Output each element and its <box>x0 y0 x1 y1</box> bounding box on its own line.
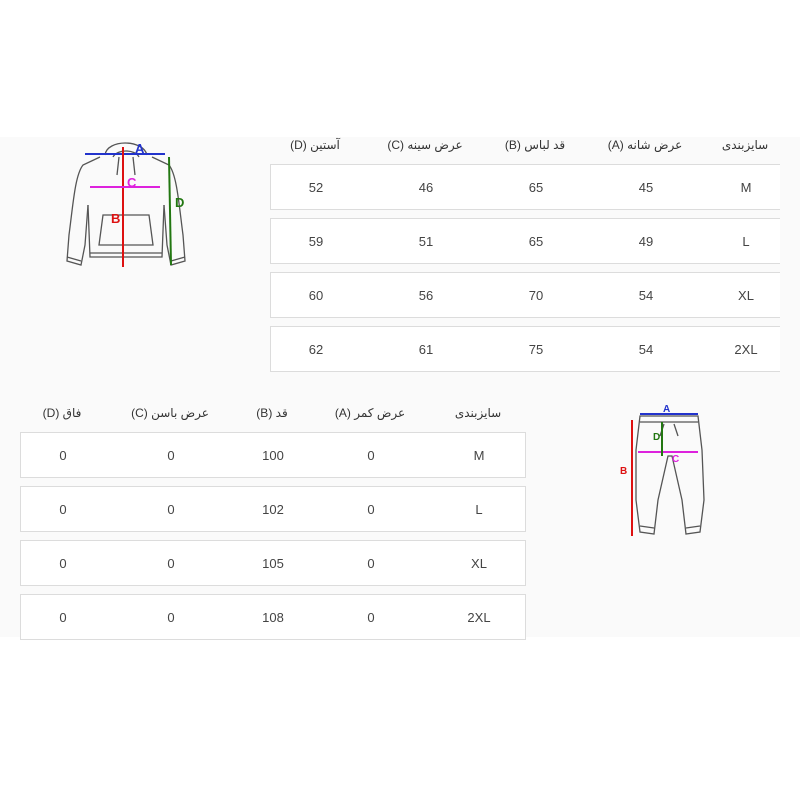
cell-size: XL <box>471 555 487 571</box>
table-row <box>270 326 780 372</box>
header-size: سایزبندی <box>721 138 769 152</box>
cell-garment-length: 75 <box>528 341 544 357</box>
cell-waist-width: 0 <box>367 555 375 571</box>
cell-rise: 0 <box>59 609 67 625</box>
header-size: سایزبندی <box>454 406 502 420</box>
cell-chest-width: 46 <box>418 179 434 195</box>
hoodie-drawing <box>55 135 195 275</box>
hoodie-label-b: B <box>111 211 121 226</box>
cell-length: 108 <box>262 609 284 625</box>
table-row <box>20 432 526 478</box>
pants-label-d: D <box>653 432 661 443</box>
pants-outline <box>636 416 704 534</box>
header-shoulder-width: عرض شانه (A) <box>607 138 683 152</box>
header-length: قد (B) <box>256 406 288 420</box>
pants-drawing <box>612 400 722 545</box>
cell-waist-width: 0 <box>367 447 375 463</box>
cell-sleeve: 62 <box>308 341 324 357</box>
cell-size: 2XL <box>467 609 491 625</box>
table-row <box>270 218 780 264</box>
cell-sleeve: 60 <box>308 287 324 303</box>
cell-size: 2XL <box>734 341 758 357</box>
table-row <box>20 486 526 532</box>
cell-garment-length: 65 <box>528 179 544 195</box>
hoodie-table-header <box>270 138 800 158</box>
cell-shoulder-width: 45 <box>638 179 654 195</box>
cell-rise: 0 <box>59 501 67 517</box>
cell-shoulder-width: 54 <box>638 287 654 303</box>
header-chest-width: عرض سینه (C) <box>387 138 463 152</box>
table-row <box>270 164 780 210</box>
cell-sleeve: 52 <box>308 179 324 195</box>
cell-size: L <box>475 501 483 517</box>
cell-size: M <box>473 447 485 463</box>
cell-waist-width: 0 <box>367 609 375 625</box>
hoodie-measure-lines <box>85 147 171 267</box>
cell-length: 102 <box>262 501 284 517</box>
cell-hip-width: 0 <box>167 501 175 517</box>
cell-shoulder-width: 54 <box>638 341 654 357</box>
cell-hip-width: 0 <box>167 447 175 463</box>
cell-size: M <box>740 179 752 195</box>
cell-size: L <box>742 233 750 249</box>
table-row <box>20 540 526 586</box>
pants-label-b: B <box>620 466 628 477</box>
cell-chest-width: 56 <box>418 287 434 303</box>
cell-size: XL <box>738 287 754 303</box>
pants-label-a: A <box>663 404 671 415</box>
cell-rise: 0 <box>59 447 67 463</box>
cell-waist-width: 0 <box>367 501 375 517</box>
table-row <box>270 272 780 318</box>
hoodie-outline <box>67 143 185 265</box>
cell-garment-length: 70 <box>528 287 544 303</box>
hoodie-label-a: A <box>135 141 145 156</box>
pants-size-table <box>20 406 530 646</box>
header-hip-width: عرض باسن (C) <box>131 406 209 420</box>
cell-sleeve: 59 <box>308 233 324 249</box>
header-garment-length: قد لباس (B) <box>504 138 566 152</box>
cell-garment-length: 65 <box>528 233 544 249</box>
hoodie-line-d <box>169 157 171 265</box>
pants-table-header <box>20 406 530 426</box>
header-waist-width: عرض کمر (A) <box>334 406 406 420</box>
cell-shoulder-width: 49 <box>638 233 654 249</box>
table-row <box>20 594 526 640</box>
cell-hip-width: 0 <box>167 609 175 625</box>
hoodie-figure <box>55 135 195 275</box>
header-sleeve: آستین (D) <box>290 138 340 152</box>
cell-rise: 0 <box>59 555 67 571</box>
header-rise: فاق (D) <box>42 406 82 420</box>
hoodie-label-c: C <box>127 175 137 190</box>
hoodie-label-d: D <box>175 195 185 210</box>
pants-figure <box>612 400 722 545</box>
cell-length: 105 <box>262 555 284 571</box>
pants-label-c: C <box>672 454 680 465</box>
cell-chest-width: 61 <box>418 341 434 357</box>
cell-chest-width: 51 <box>418 233 434 249</box>
pants-measure-lines <box>632 414 698 536</box>
cell-length: 100 <box>262 447 284 463</box>
hoodie-size-table <box>270 138 800 378</box>
cell-hip-width: 0 <box>167 555 175 571</box>
